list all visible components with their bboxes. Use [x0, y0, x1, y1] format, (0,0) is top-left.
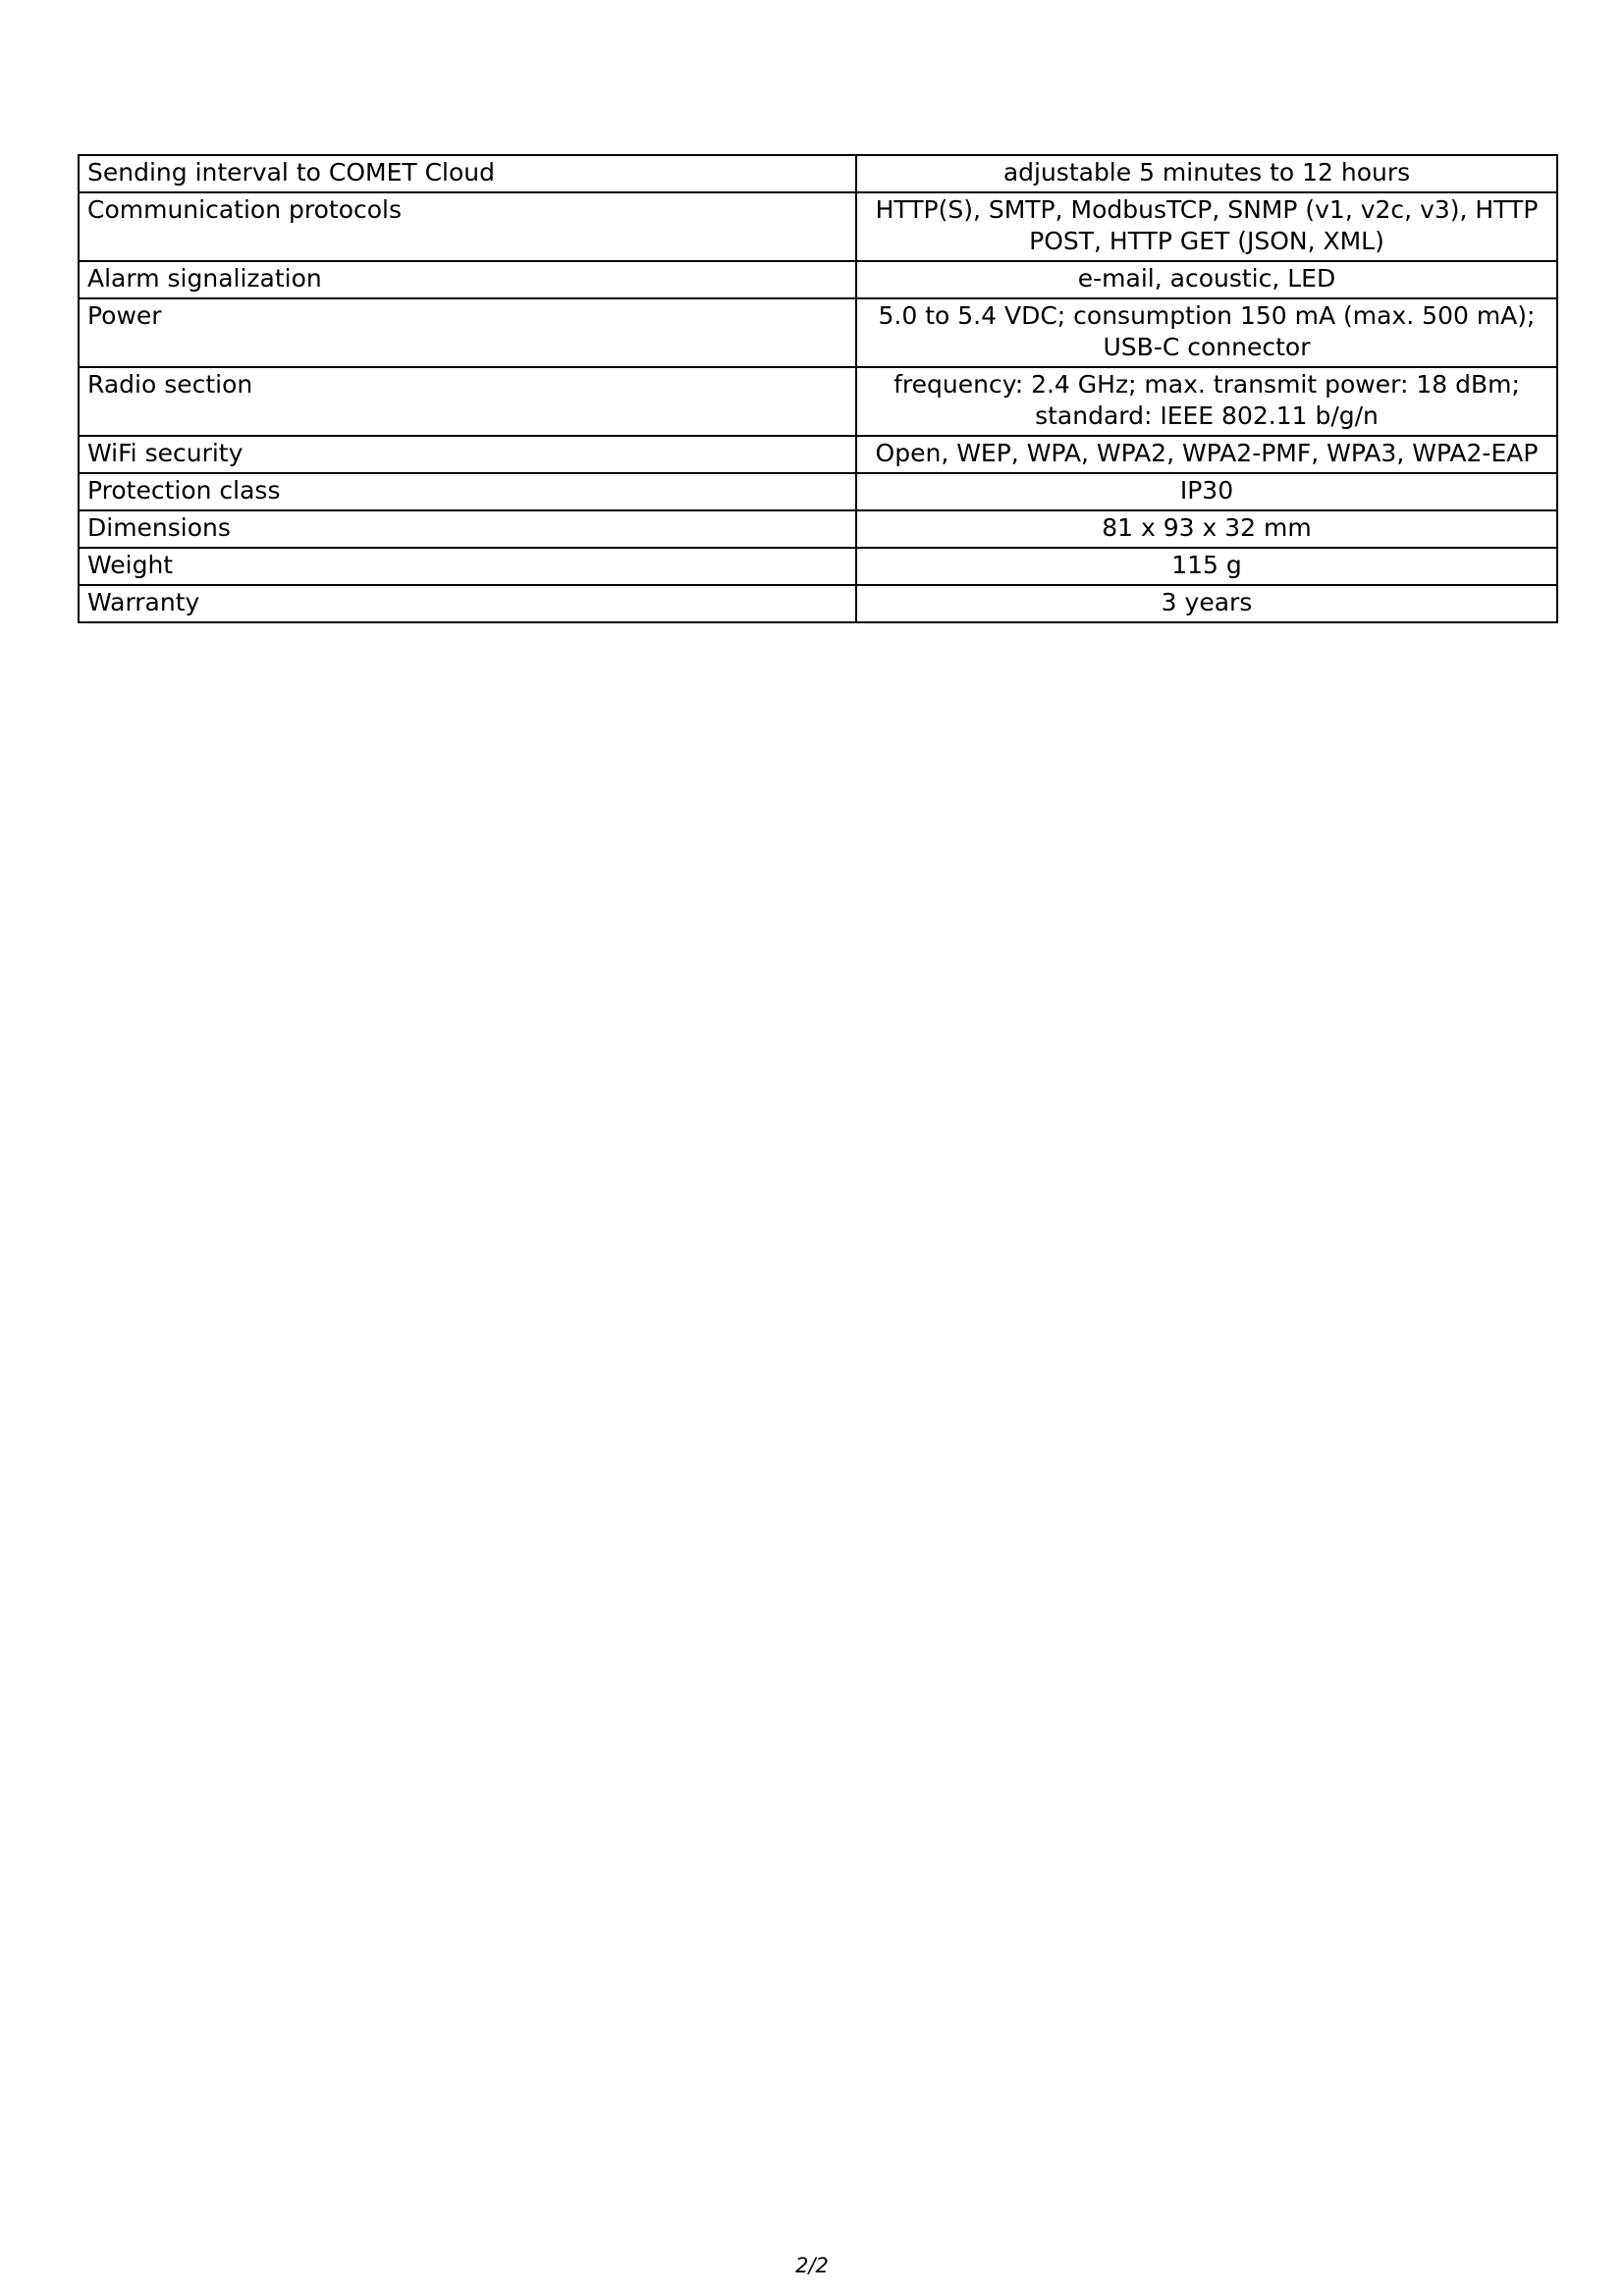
table-row — [79, 155, 1557, 192]
table-row — [79, 367, 1557, 436]
table-row — [79, 298, 1557, 367]
spec-label: WiFi security — [79, 436, 856, 473]
spec-value: 81 x 93 x 32 mm — [856, 510, 1557, 548]
spec-label: Weight — [79, 548, 856, 585]
table-row — [79, 585, 1557, 622]
spec-label: Power — [79, 298, 856, 367]
specifications-table — [78, 154, 1558, 623]
spec-value: 5.0 to 5.4 VDC; consumption 150 mA (max. 500 mA); USB-C connector — [856, 298, 1557, 367]
spec-value: adjustable 5 minutes to 12 hours — [856, 155, 1557, 192]
spec-label: Radio section — [79, 367, 856, 436]
spec-value: 3 years — [856, 585, 1557, 622]
table-row — [79, 510, 1557, 548]
table-row — [79, 192, 1557, 261]
spec-value: IP30 — [856, 473, 1557, 510]
table-row — [79, 261, 1557, 298]
table-row — [79, 473, 1557, 510]
spec-value: HTTP(S), SMTP, ModbusTCP, SNMP (v1, v2c, v3), HTTP POST, HTTP GET (JSON, XML) — [856, 192, 1557, 261]
spec-value: frequency: 2.4 GHz; max. transmit power: 18 dBm; standard: IEEE 802.11 b/g/n — [856, 367, 1557, 436]
spec-label: Protection class — [79, 473, 856, 510]
table-row — [79, 548, 1557, 585]
spec-value: e-mail, acoustic, LED — [856, 261, 1557, 298]
table-row — [79, 436, 1557, 473]
spec-value: Open, WEP, WPA, WPA2, WPA2-PMF, WPA3, WPA2-EAP — [856, 436, 1557, 473]
spec-label: Dimensions — [79, 510, 856, 548]
spec-label: Warranty — [79, 585, 856, 622]
spec-label: Alarm signalization — [79, 261, 856, 298]
page-number: 2/2 — [795, 2254, 829, 2277]
spec-label: Sending interval to COMET Cloud — [79, 155, 856, 192]
spec-value: 115 g — [856, 548, 1557, 585]
spec-label: Communication protocols — [79, 192, 856, 261]
